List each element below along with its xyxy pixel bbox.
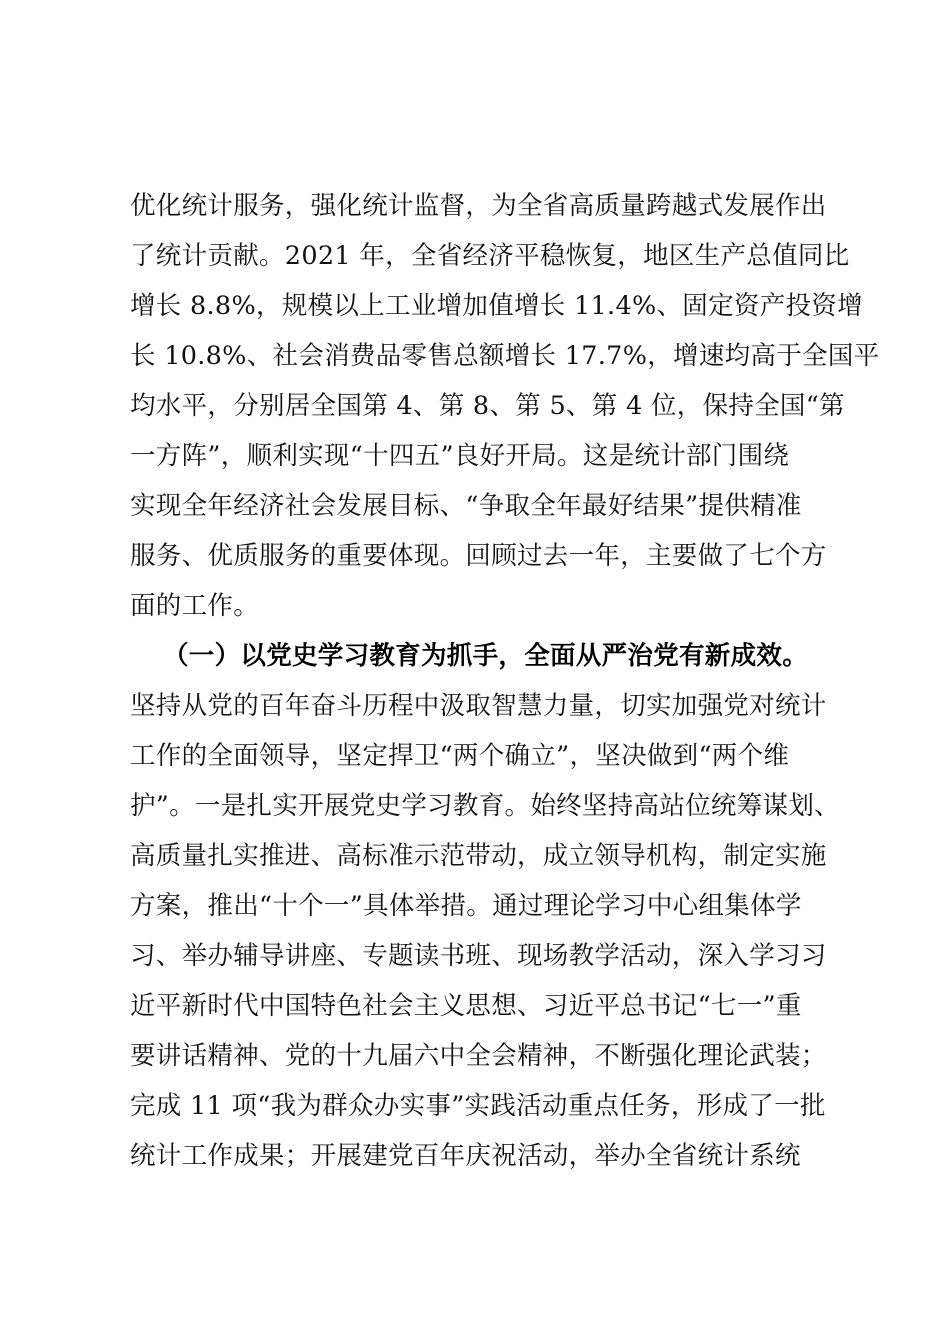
text-line: 高质量扎实推进、高标准示范带动，成立领导机构，制定实施 <box>130 841 827 871</box>
text-line: 坚持从党的百年奋斗历程中汲取智慧力量，切实加强党对统计 <box>130 691 827 721</box>
text-line: 优化统计服务，强化统计监督，为全省高质量跨越式发展作出 <box>130 191 827 221</box>
text-line: 了统计贡献。2021 年，全省经济平稳恢复，地区生产总值同比 <box>130 241 850 271</box>
text-line: 完成 11 项“我为群众办实事”实践活动重点任务，形成了一批 <box>130 1091 826 1121</box>
text-line: 一方阵”，顺利实现“十四五”良好开局。这是统计部门围绕 <box>130 441 790 471</box>
text-line: 习、举办辅导讲座、专题读书班、现场教学活动，深入学习习 <box>130 941 827 971</box>
text-line: 方案，推出“十个一”具体举措。通过理论学习中心组集体学 <box>130 891 802 921</box>
text-line: 增长 8.8%，规模以上工业增加值增长 11.4%、固定资产投资增 <box>130 291 863 321</box>
section-heading: （一）以党史学习教育为抓手，全面从严治党有新成效。 <box>163 641 809 671</box>
text-line: 统计工作成果；开展建党百年庆祝活动，举办全省统计系统 <box>130 1141 801 1171</box>
text-line: 面的工作。 <box>130 591 260 621</box>
text-line: 均水平，分别居全国第 4、第 8、第 5、第 4 位，保持全国“第 <box>130 391 845 421</box>
text-line: 长 10.8%、社会消费品零售总额增长 17.7%，增速均高于全国平 <box>130 341 880 371</box>
text-line: 工作的全面领导，坚定捍卫“两个确立”，坚决做到“两个维 <box>130 741 790 771</box>
text-line: 实现全年经济社会发展目标、“争取全年最好结果”提供精准 <box>130 491 802 521</box>
text-line: 近平新时代中国特色社会主义思想、习近平总书记“七一”重 <box>130 991 802 1021</box>
text-line: 服务、优质服务的重要体现。回顾过去一年，主要做了七个方 <box>130 541 827 571</box>
text-line: 要讲话精神、党的十九届六中全会精神，不断强化理论武装； <box>130 1041 827 1071</box>
text-line: 护”。一是扎实开展党史学习教育。始终坚持高站位统筹谋划、 <box>130 791 840 821</box>
